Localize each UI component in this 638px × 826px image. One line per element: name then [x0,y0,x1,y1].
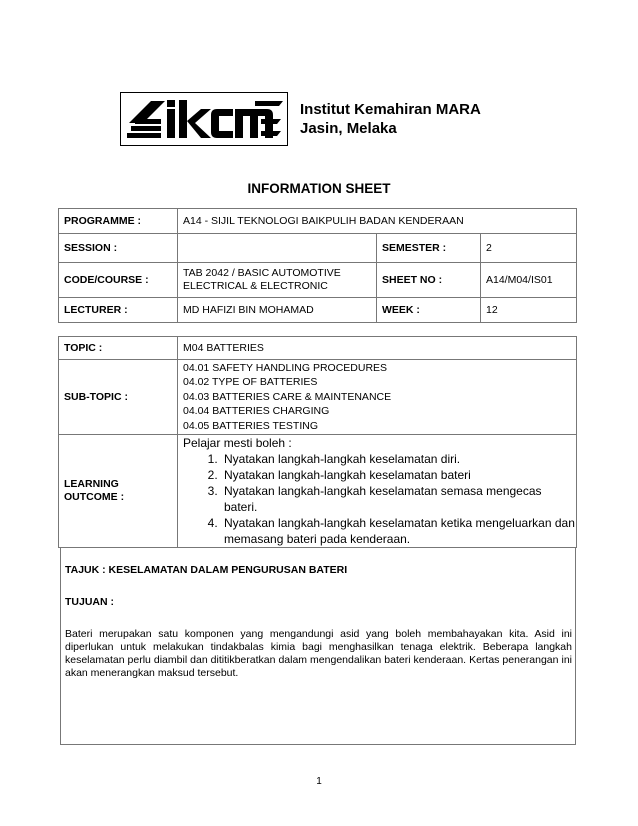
sheet-no-label: SHEET NO : [377,263,481,298]
ikm-logo [120,92,288,146]
learning-outcome-item: 2. Nyatakan langkah-langkah keselamatan bateri [221,467,576,483]
subtopic-list [178,360,577,435]
lecturer-label: LECTURER : [59,298,178,323]
subtopic-item: 04.01 SAFETY HANDLING PROCEDURES [183,361,388,374]
week-value: 12 [481,298,577,323]
learning-outcome-item: 1. Nyatakan langkah-langkah keselamatan diri. [221,451,576,467]
code-value [178,263,377,298]
topic-value: M04 BATTERIES [178,337,577,360]
topic-row [59,337,577,360]
session-value [178,234,377,263]
lecturer-row [59,298,577,323]
learning-outcome-label-line1: LEARNING [64,478,119,490]
learning-outcome-label-line2: OUTCOME : [64,491,125,503]
code-row [59,263,577,298]
programme-label: PROGRAMME : [59,209,178,234]
subtopic-item: 04.05 BATTERIES TESTING [183,419,318,432]
learning-outcome-item: 3. Nyatakan langkah-langkah keselamatan semasa mengecas bateri. [221,483,576,515]
learning-outcome-item: 4. Nyatakan langkah-langkah keselamatan ketika mengeluarkan dan memasang bateri pada kenderaan. [221,515,576,547]
code-value-line1: TAB 2042 / BASIC AUTOMOTIVE [183,267,341,279]
tujuan-label: TUJUAN : [65,596,114,608]
subtopic-item: 04.03 BATTERIES CARE & MAINTENANCE [183,390,392,403]
week-label: WEEK : [377,298,481,323]
topic-table [58,336,577,548]
subtopic-item: 04.04 BATTERIES CHARGING [183,405,330,418]
programme-value: A14 - SIJIL TEKNOLOGI BAIKPULIH BADAN KENDERAAN [178,209,577,234]
tujuan-paragraph: Bateri merupakan satu komponen yang mengandungi asid yang boleh membahayakan kita. Asid ini diperlukan untuk melakukan tindakbalas kimia bagi menghasilkan tenaga elektrik. Beberapa langkah keselamatan perlu diambil dan dititikberatkan dalam mengendalikan bateri kenderaan. Kertas penerangan ini akan menerangkan maksud tersebut. [65,628,572,679]
learning-outcome-label [59,435,178,548]
subtopic-label: SUB-TOPIC : [59,360,178,435]
ikm-logo-mark [121,93,286,144]
programme-row [59,209,577,234]
sheet-title: INFORMATION SHEET [247,181,391,196]
sheet-no-value: A14/M04/IS01 [481,263,577,298]
learning-outcome-content [178,435,577,548]
semester-value: 2 [481,234,577,263]
session-label: SESSION : [59,234,178,263]
session-row [59,234,577,263]
institute-location: Jasin, Melaka [300,120,397,137]
tajuk-heading: TAJUK : KESELAMATAN DALAM PENGURUSAN BATERI [65,564,348,576]
code-label: CODE/COURSE : [59,263,178,298]
info-table [58,208,577,323]
semester-label: SEMESTER : [377,234,481,263]
subtopic-row [59,360,577,435]
subtopic-item: 04.02 TYPE OF BATTERIES [183,376,318,389]
lecturer-value: MD HAFIZI BIN MOHAMAD [178,298,377,323]
page-number: 1 [316,776,322,787]
learning-outcome-list [183,451,576,547]
topic-label: TOPIC : [59,337,178,360]
institute-name: Institut Kemahiran MARA [300,101,481,118]
learning-outcome-intro: Pelajar mesti boleh : [183,436,292,450]
code-value-line2: ELECTRICAL & ELECTRONIC [183,280,328,292]
learning-outcome-row [59,435,577,548]
